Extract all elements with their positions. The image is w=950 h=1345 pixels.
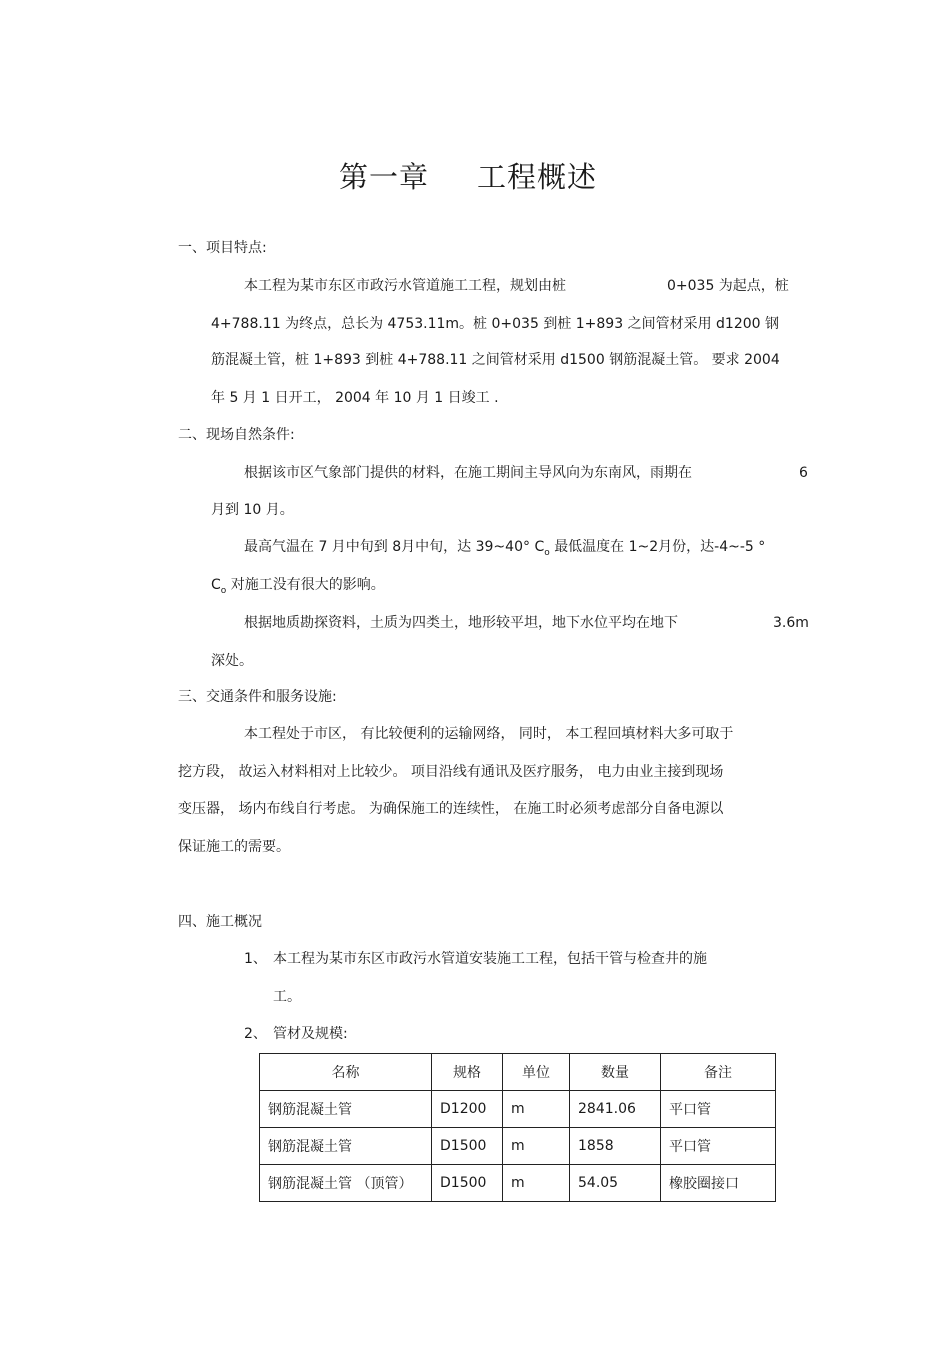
table-cell: D1500 xyxy=(432,1128,503,1165)
paragraph-line: 本工程处于市区， 有比较便利的运输网络， 同时， 本工程回填材料大多可取于 xyxy=(244,726,734,742)
chapter-number: 第一章 xyxy=(338,160,429,194)
paragraph-line: 0+035 为起点，桩 xyxy=(667,278,789,294)
table-header-cell: 备注 xyxy=(661,1054,776,1091)
chapter-name: 工程概述 xyxy=(477,160,598,194)
table-cell: 平口管 xyxy=(661,1091,776,1128)
table-cell: m xyxy=(503,1128,570,1165)
list-item-text: 管材及规模: xyxy=(273,1026,348,1042)
table-header-row xyxy=(260,1054,776,1091)
table-header-cell: 规格 xyxy=(432,1054,503,1091)
table-row xyxy=(260,1128,776,1165)
table-cell: 2841.06 xyxy=(570,1091,661,1128)
paragraph-line: 月到 10 月。 xyxy=(211,502,294,518)
paragraph-line: $C_o$ 对施工没有很大的影响。 xyxy=(211,577,385,596)
section-heading-project: 一、项目特点: xyxy=(178,240,267,256)
paragraph-line: 筋混凝土管，桩 1+893 到桩 4+788.11 之间管材采用 d1500 钢筋混凝土管。 要求 2004 xyxy=(211,352,780,368)
table-cell: 1858 xyxy=(570,1128,661,1165)
paragraph-line: 年 5 月 1 日开工， 2004 年 10 月 1 日竣工 . xyxy=(211,390,499,406)
paragraph-line: 4+788.11 为终点，总长为 4753.11m。桩 0+035 到桩 1+893 之间管材采用 d1200 钢 xyxy=(211,316,779,332)
list-item-text: 本工程为某市东区市政污水管道安装施工工程，包括干管与检查井的施 xyxy=(273,951,707,967)
table-row xyxy=(260,1091,776,1128)
paragraph-line: 深处。 xyxy=(211,653,253,669)
paragraph-line: 变压器， 场内布线自行考虑。 为确保施工的连续性， 在施工时必须考虑部分自备电源以 xyxy=(178,801,724,817)
paragraph-line: 3.6m xyxy=(773,615,809,631)
pipe-materials-table xyxy=(259,1053,776,1202)
paragraph-line: 挖方段， 故运入材料相对上比较少。 项目沿线有通讯及医疗服务， 电力由业主接到现场 xyxy=(178,764,724,780)
table-header-cell: 名称 xyxy=(260,1054,432,1091)
table-header-cell: 单位 xyxy=(503,1054,570,1091)
table-cell: D1500 xyxy=(432,1165,503,1202)
paragraph-line: 保证施工的需要。 xyxy=(178,839,290,855)
table-cell: m xyxy=(503,1091,570,1128)
list-number: 2、 xyxy=(244,1026,267,1042)
table-cell: 54.05 xyxy=(570,1165,661,1202)
paragraph-line: 本工程为某市东区市政污水管道施工工程，规划由桩 xyxy=(244,278,566,294)
table-cell: 橡胶圈接口 xyxy=(661,1165,776,1202)
chapter-title xyxy=(0,158,936,196)
section-heading-conditions: 二、现场自然条件: xyxy=(178,427,295,443)
table-cell: D1200 xyxy=(432,1091,503,1128)
table-cell: 平口管 xyxy=(661,1128,776,1165)
section-heading-overview: 四、施工概况 xyxy=(178,914,262,930)
table-cell: 钢筋混凝土管 （顶管） xyxy=(260,1165,432,1202)
paragraph-line: 6 xyxy=(799,465,808,481)
table-cell: m xyxy=(503,1165,570,1202)
paragraph-line: 根据地质勘探资料，土质为四类土，地形较平坦，地下水位平均在地下 xyxy=(244,615,678,631)
table-row xyxy=(260,1165,776,1202)
list-number: 1、 xyxy=(244,951,267,967)
section-heading-traffic: 三、交通条件和服务设施: xyxy=(178,689,337,705)
table-header-cell: 数量 xyxy=(570,1054,661,1091)
table-cell: 钢筋混凝土管 xyxy=(260,1091,432,1128)
list-item-text: 工。 xyxy=(273,989,301,1005)
paragraph-line: 根据该市区气象部门提供的材料，在施工期间主导风向为东南风，雨期在 xyxy=(244,465,692,481)
paragraph-line: 最高气温在 7 月中旬到 8月中旬，达 39~40° $C_o$ 最低温度在 1~2月份，达-4~-5 ° xyxy=(244,539,766,558)
table-cell: 钢筋混凝土管 xyxy=(260,1128,432,1165)
